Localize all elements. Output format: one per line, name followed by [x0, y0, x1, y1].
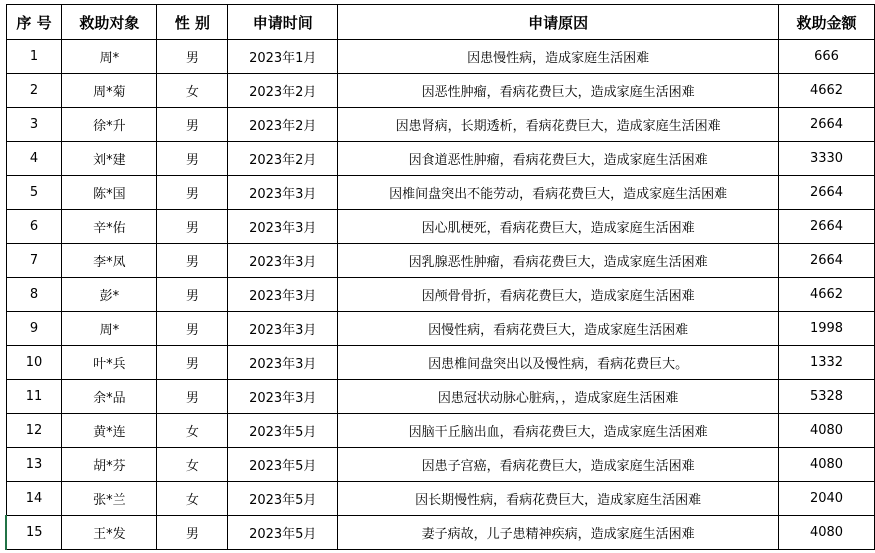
- cell-no[interactable]: 15: [6, 516, 62, 550]
- table-row: [6, 516, 875, 550]
- cell-recipient[interactable]: 胡*芬: [62, 448, 157, 482]
- cell-amount[interactable]: 4080: [779, 516, 875, 550]
- table-row: [6, 414, 875, 448]
- cell-amount[interactable]: 2664: [779, 210, 875, 244]
- table-row: [6, 482, 875, 516]
- cell-reason[interactable]: 因慢性病，看病花费巨大，造成家庭生活困难: [338, 312, 779, 346]
- cell-reason[interactable]: 因脑干丘脑出血，看病花费巨大，造成家庭生活困难: [338, 414, 779, 448]
- cell-no[interactable]: 9: [6, 312, 62, 346]
- cell-amount[interactable]: 4662: [779, 74, 875, 108]
- table-row: [6, 40, 875, 74]
- table-row: [6, 210, 875, 244]
- cell-recipient[interactable]: 彭*: [62, 278, 157, 312]
- cell-recipient[interactable]: 徐*升: [62, 108, 157, 142]
- cell-date[interactable]: 2023年2月: [228, 108, 338, 142]
- cell-reason[interactable]: 因患肾病，长期透析，看病花费巨大，造成家庭生活困难: [338, 108, 779, 142]
- cell-no[interactable]: 13: [6, 448, 62, 482]
- header-cell-gender[interactable]: 性 别: [157, 5, 228, 40]
- cell-recipient[interactable]: 叶*兵: [62, 346, 157, 380]
- cell-gender[interactable]: 男: [157, 176, 228, 210]
- cell-date[interactable]: 2023年5月: [228, 448, 338, 482]
- cell-gender[interactable]: 男: [157, 108, 228, 142]
- cell-no[interactable]: 7: [6, 244, 62, 278]
- cell-date[interactable]: 2023年1月: [228, 40, 338, 74]
- table-row: [6, 448, 875, 482]
- cell-reason[interactable]: 因食道恶性肿瘤，看病花费巨大，造成家庭生活困难: [338, 142, 779, 176]
- cell-recipient[interactable]: 李*凤: [62, 244, 157, 278]
- cell-reason[interactable]: 因患子宫癌，看病花费巨大，造成家庭生活困难: [338, 448, 779, 482]
- cell-no[interactable]: 1: [6, 40, 62, 74]
- cell-gender[interactable]: 男: [157, 210, 228, 244]
- table-row: [6, 108, 875, 142]
- cell-gender[interactable]: 男: [157, 346, 228, 380]
- table-row: [6, 380, 875, 414]
- cell-recipient[interactable]: 周*: [62, 40, 157, 74]
- cell-reason[interactable]: 妻子病故，儿子患精神疾病，造成家庭生活困难: [338, 516, 779, 550]
- cell-recipient[interactable]: 辛*佑: [62, 210, 157, 244]
- cell-reason[interactable]: 因长期慢性病，看病花费巨大，造成家庭生活困难: [338, 482, 779, 516]
- cell-amount[interactable]: 2664: [779, 244, 875, 278]
- cell-amount[interactable]: 2040: [779, 482, 875, 516]
- cell-gender[interactable]: 男: [157, 380, 228, 414]
- cell-no[interactable]: 5: [6, 176, 62, 210]
- cell-reason[interactable]: 因心肌梗死，看病花费巨大，造成家庭生活困难: [338, 210, 779, 244]
- relief-table: [5, 4, 875, 550]
- cell-no[interactable]: 14: [6, 482, 62, 516]
- table-row: [6, 244, 875, 278]
- cell-date[interactable]: 2023年5月: [228, 516, 338, 550]
- cell-amount[interactable]: 2664: [779, 108, 875, 142]
- cell-date[interactable]: 2023年3月: [228, 176, 338, 210]
- cell-amount[interactable]: 666: [779, 40, 875, 74]
- cell-reason[interactable]: 因患慢性病，造成家庭生活困难: [338, 40, 779, 74]
- cell-gender[interactable]: 男: [157, 312, 228, 346]
- cell-amount[interactable]: 1998: [779, 312, 875, 346]
- header-cell-no[interactable]: 序 号: [6, 5, 62, 40]
- cell-date[interactable]: 2023年3月: [228, 278, 338, 312]
- cell-recipient[interactable]: 周*: [62, 312, 157, 346]
- cell-no[interactable]: 4: [6, 142, 62, 176]
- cell-date[interactable]: 2023年3月: [228, 244, 338, 278]
- cell-gender[interactable]: 女: [157, 74, 228, 108]
- cell-gender[interactable]: 女: [157, 448, 228, 482]
- cell-recipient[interactable]: 黄*连: [62, 414, 157, 448]
- cell-amount[interactable]: 4080: [779, 414, 875, 448]
- cell-reason[interactable]: 因椎间盘突出不能劳动，看病花费巨大，造成家庭生活困难: [338, 176, 779, 210]
- cell-gender[interactable]: 男: [157, 516, 228, 550]
- table-row: [6, 278, 875, 312]
- cell-amount[interactable]: 3330: [779, 142, 875, 176]
- cell-reason[interactable]: 因颅骨骨折，看病花费巨大，造成家庭生活困难: [338, 278, 779, 312]
- header-cell-reason[interactable]: 申请原因: [338, 5, 779, 40]
- cell-no[interactable]: 6: [6, 210, 62, 244]
- relief-table-sheet: [5, 4, 875, 550]
- table-row: [6, 312, 875, 346]
- cell-date[interactable]: 2023年3月: [228, 380, 338, 414]
- cell-gender[interactable]: 男: [157, 142, 228, 176]
- cell-no[interactable]: 2: [6, 74, 62, 108]
- cell-no[interactable]: 10: [6, 346, 62, 380]
- cell-gender[interactable]: 女: [157, 482, 228, 516]
- cell-date[interactable]: 2023年2月: [228, 74, 338, 108]
- cell-amount[interactable]: 4080: [779, 448, 875, 482]
- cell-date[interactable]: 2023年5月: [228, 482, 338, 516]
- cell-recipient[interactable]: 陈*国: [62, 176, 157, 210]
- table-body: [6, 40, 875, 550]
- cell-recipient[interactable]: 张*兰: [62, 482, 157, 516]
- cell-no[interactable]: 12: [6, 414, 62, 448]
- cell-amount[interactable]: 4662: [779, 278, 875, 312]
- cell-amount[interactable]: 1332: [779, 346, 875, 380]
- cell-gender[interactable]: 男: [157, 278, 228, 312]
- cell-gender[interactable]: 女: [157, 414, 228, 448]
- header-row: [6, 5, 875, 40]
- cell-recipient[interactable]: 刘*建: [62, 142, 157, 176]
- cell-amount[interactable]: 2664: [779, 176, 875, 210]
- cell-date[interactable]: 2023年3月: [228, 346, 338, 380]
- cell-no[interactable]: 3: [6, 108, 62, 142]
- cell-reason[interactable]: 因患冠状动脉心脏病，，造成家庭生活困难: [338, 380, 779, 414]
- cell-gender[interactable]: 男: [157, 244, 228, 278]
- cell-reason[interactable]: 因乳腺恶性肿瘤，看病花费巨大，造成家庭生活困难: [338, 244, 779, 278]
- cell-date[interactable]: 2023年5月: [228, 414, 338, 448]
- cell-reason[interactable]: 因恶性肿瘤，看病花费巨大，造成家庭生活困难: [338, 74, 779, 108]
- cell-no[interactable]: 11: [6, 380, 62, 414]
- cell-no[interactable]: 8: [6, 278, 62, 312]
- cell-date[interactable]: 2023年3月: [228, 312, 338, 346]
- cell-amount[interactable]: 5328: [779, 380, 875, 414]
- cell-reason[interactable]: 因患椎间盘突出以及慢性病，看病花费巨大。: [338, 346, 779, 380]
- table-row: [6, 142, 875, 176]
- table-row: [6, 346, 875, 380]
- header-cell-amount[interactable]: 救助金额: [779, 5, 875, 40]
- cell-recipient[interactable]: 余*品: [62, 380, 157, 414]
- table-row: [6, 176, 875, 210]
- cell-recipient[interactable]: 周*菊: [62, 74, 157, 108]
- table-row: [6, 74, 875, 108]
- cell-date[interactable]: 2023年3月: [228, 210, 338, 244]
- cell-gender[interactable]: 男: [157, 40, 228, 74]
- header-cell-recipient[interactable]: 救助对象: [62, 5, 157, 40]
- cell-date[interactable]: 2023年2月: [228, 142, 338, 176]
- cell-recipient[interactable]: 王*发: [62, 516, 157, 550]
- header-cell-date[interactable]: 申请时间: [228, 5, 338, 40]
